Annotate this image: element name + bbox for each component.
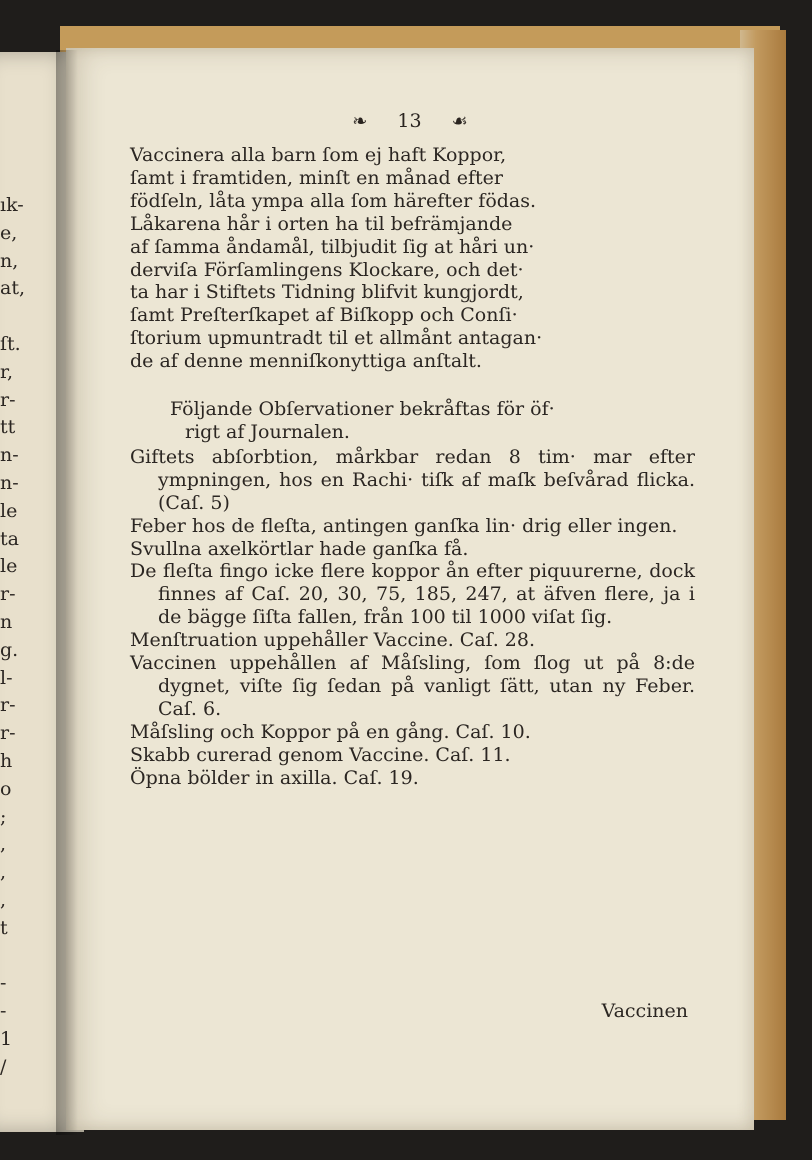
observation-item: Menſtruation uppehåller Vaccine. Caſ. 28. [130,629,535,652]
paragraph-line: derviſa Förſamlingens Klockare, och det· [130,258,524,281]
facing-page-fragment: l- [0,666,13,689]
facing-page-fragment: o [0,777,12,800]
facing-page-fragment: 1 [0,1027,13,1050]
book-page [66,48,754,1130]
facing-page-fragment: g. [0,638,19,661]
paragraph-line: födſeln, låta ympa alla ſom härefter födas. [130,189,537,212]
facing-page-fragment: - [0,972,7,995]
facing-page-fragment: ta [0,527,19,550]
facing-page-fragment: n, [0,249,19,272]
observation-item: Feber hos de fleſta, antingen ganſka lin· drig eller ingen. [130,514,678,537]
paragraph-line: Låkarena hår i orten ha til befrämjande [130,212,513,235]
facing-page-fragment: t [0,916,8,939]
observation-item: Måſsling och Koppor på en gång. Caſ. 10. [130,720,531,743]
fleuron-ornament-icon: ☙ [451,111,468,132]
facing-page-fragment: n [0,610,13,633]
facing-page-fragment: r- [0,583,16,606]
fleuron-ornament-icon: ❧ [352,111,368,132]
opening-paragraph [130,144,695,373]
observations-heading [130,398,695,444]
facing-page-fragment: ſt. [0,332,21,355]
spine-shadow [56,50,78,1135]
observation-item: Svullna axelkörtlar hade ganſka få. [130,537,469,560]
facing-page-fragment: le [0,499,18,522]
facing-page-fragment: n- [0,471,19,494]
paragraph-line: ta har i Stiftets Tidning blifvit kungjordt, [130,281,524,304]
observation-item: Skabb curerad genom Vaccine. Caſ. 11. [130,743,511,766]
observations-heading-line: rigt af Journalen. [185,420,350,443]
observations-list [130,446,695,790]
facing-page-fragment: r, [0,360,14,383]
observation-item: De fleſta fingo icke flere koppor ån efter piquurerne, dock finnes af Caſ. 20, 30, 75, 185, 247, at äfven flere, ja i de bägge ſiſta fallen, från 100 til 1000 viſat ſig. [130,560,695,629]
facing-page-fragment: - [0,1000,7,1023]
paragraph-line: ſamt i framtiden, minſt en månad efter [130,166,503,189]
observation-item: Öpna bölder in axilla. Caſ. 19. [130,766,419,789]
facing-page-fragment: , [0,888,7,911]
facing-page-fragment: / [0,1055,7,1078]
facing-page-fragment: h [0,749,13,772]
paragraph-line: ſamt Preſterſkapet af Biſkopp och Conſi· [130,304,518,327]
facing-page-fragment: le [0,555,18,578]
catchword: Vaccinen [601,1000,688,1022]
observation-item: Vaccinen uppehållen af Måſsling, ſom ſlog ut på 8:de dygnet, viſte ſig ſedan på vanligt ſätt, utan ny Feber. Caſ. 6. [130,652,695,720]
facing-page-fragment: , [0,861,7,884]
facing-page-fragment: ık- [0,194,24,216]
paragraph-line: ſtorium upmuntradt til et allmånt antagan· [130,327,543,350]
facing-page-fragment: r- [0,388,16,411]
facing-page-fragment: tt [0,416,16,439]
observation-item: Giftets abſorbtion, mårkbar redan 8 tim· mar efter ympningen, hos en Rachi· tiſk af maſk beſvårad flicka. (Caſ. 5) [130,445,695,514]
page-number: 13 [397,110,422,132]
observations-heading-line: Följande Obſervationer bekråftas för öf· [170,398,555,421]
facing-page-fragment: n- [0,444,19,467]
facing-page-fragment: ; [0,805,7,828]
facing-page-text-fragments [0,192,26,1082]
facing-page-fragment: e, [0,221,18,244]
paragraph-line: af ſamma åndamål, tilbjudit ſig at håri un· [130,235,535,258]
facing-page-fragment: , [0,833,7,856]
facing-page-fragment [0,303,26,331]
paragraph-line: de af denne menniſkonyttiga anſtalt. [130,350,482,373]
paragraph-line: Vaccinera alla barn ſom ej haft Koppor, [130,144,507,166]
facing-page-fragment [0,943,26,971]
page-body [130,144,695,789]
facing-page-fragment: at, [0,277,26,300]
facing-page-fragment: r- [0,694,16,717]
facing-page-fragment: r- [0,722,16,745]
page-header [66,110,754,132]
